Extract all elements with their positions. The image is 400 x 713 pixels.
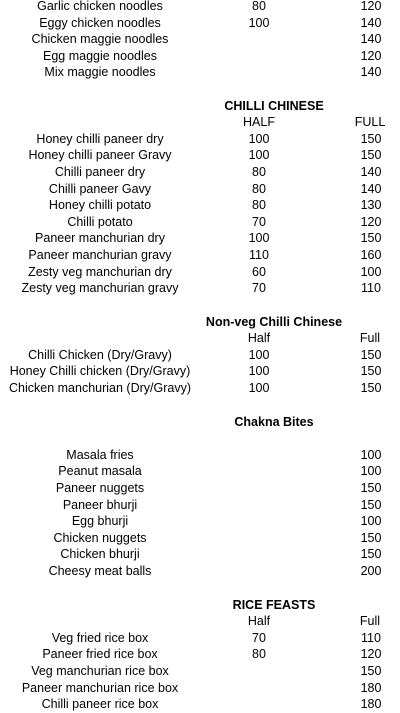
item-half-price: 100 xyxy=(248,15,270,30)
section-heading xyxy=(0,98,400,115)
chilli-chinese-section xyxy=(0,98,400,297)
item-full-price: 150 xyxy=(360,547,382,562)
full-column-label: Full xyxy=(359,614,381,629)
item-name: Chilli paneer Gavy xyxy=(48,181,152,196)
item-name: Chicken maggie noodles xyxy=(31,32,169,47)
item-name: Honey chilli potato xyxy=(48,198,152,213)
menu-item xyxy=(0,64,400,81)
menu-item xyxy=(0,264,400,281)
menu-item xyxy=(0,347,400,364)
item-full-price: 150 xyxy=(360,148,382,163)
item-half-price: 80 xyxy=(252,198,266,213)
item-name: Paneer manchurian dry xyxy=(35,231,165,246)
item-name: Chilli Chicken (Dry/Gravy) xyxy=(28,347,172,362)
menu-item xyxy=(0,447,400,464)
item-full-price: 120 xyxy=(360,214,382,229)
menu-item xyxy=(0,497,400,514)
item-name: Honey chilli paneer Gravy xyxy=(28,148,172,163)
item-name: Chicken manchurian (Dry/Gravy) xyxy=(9,381,191,396)
menu-item xyxy=(0,680,400,697)
item-half-price: 100 xyxy=(248,148,270,163)
item-name: Egg bhurji xyxy=(71,514,129,529)
item-name: Paneer fried rice box xyxy=(42,647,158,662)
item-full-price: 150 xyxy=(360,131,382,146)
item-half-price: 100 xyxy=(248,381,270,396)
item-half-price: 70 xyxy=(252,630,266,645)
section-heading xyxy=(0,414,400,431)
item-half-price: 70 xyxy=(252,214,266,229)
item-full-price: 140 xyxy=(360,15,382,30)
item-full-price: 150 xyxy=(360,663,382,678)
section-title: RICE FEASTS xyxy=(232,597,316,612)
half-column-label: Half xyxy=(247,331,271,346)
item-full-price: 100 xyxy=(360,264,382,279)
item-name: Chilli paneer dry xyxy=(54,164,146,179)
item-full-price: 150 xyxy=(360,481,382,496)
item-full-price: 110 xyxy=(361,630,381,645)
rice-section xyxy=(0,597,400,713)
menu-item xyxy=(0,164,400,181)
item-full-price: 180 xyxy=(360,680,382,695)
item-half-price: 80 xyxy=(252,647,266,662)
menu-item xyxy=(0,181,400,198)
menu-item xyxy=(0,480,400,497)
item-name: Honey Chilli chicken (Dry/Gravy) xyxy=(9,364,191,379)
menu-item xyxy=(0,696,400,713)
item-name: Honey chilli paneer dry xyxy=(36,131,164,146)
menu-item xyxy=(0,147,400,164)
item-half-price: 100 xyxy=(248,364,270,379)
item-name: Veg fried rice box xyxy=(51,630,149,645)
item-full-price: 140 xyxy=(360,32,382,47)
item-half-price: 100 xyxy=(248,347,270,362)
menu-item xyxy=(0,230,400,247)
item-full-price: 130 xyxy=(360,198,382,213)
item-name: Cheesy meat balls xyxy=(48,564,152,578)
item-half-price: 80 xyxy=(252,181,266,196)
nonveg-chilli-section xyxy=(0,314,400,397)
item-full-price: 160 xyxy=(360,247,382,262)
item-name: Zesty veg manchurian gravy xyxy=(21,281,179,296)
section-heading xyxy=(0,597,400,614)
item-name: Veg manchurian rice box xyxy=(31,663,169,678)
item-full-price: 140 xyxy=(360,181,382,196)
noodles-section xyxy=(0,0,400,81)
item-full-price: 150 xyxy=(360,497,382,512)
item-half-price: 110 xyxy=(249,247,269,262)
item-full-price: 150 xyxy=(360,364,382,379)
menu-item xyxy=(0,630,400,647)
item-name: Paneer manchurian gravy xyxy=(28,247,172,262)
full-column-label: Full xyxy=(359,331,381,346)
column-header xyxy=(0,330,400,347)
menu-item xyxy=(0,0,400,15)
item-name: Chilli potato xyxy=(67,214,133,229)
item-full-price: 120 xyxy=(360,0,382,13)
item-name: Eggy chicken noodles xyxy=(39,15,161,30)
item-name: Peanut masala xyxy=(58,464,142,479)
item-full-price: 120 xyxy=(360,647,382,662)
item-full-price: 150 xyxy=(360,530,382,545)
menu-item xyxy=(0,131,400,148)
item-name: Paneer manchurian rice box xyxy=(21,680,179,695)
menu-item xyxy=(0,530,400,547)
section-title: Chakna Bites xyxy=(234,414,314,429)
item-name: Mix maggie noodles xyxy=(44,65,156,80)
menu-item xyxy=(0,15,400,32)
menu-item xyxy=(0,214,400,231)
half-column-label: HALF xyxy=(243,115,275,130)
menu-item xyxy=(0,48,400,65)
menu-item xyxy=(0,363,400,380)
item-half-price: 100 xyxy=(248,231,270,246)
menu-item xyxy=(0,280,400,297)
item-name: Egg maggie noodles xyxy=(43,48,157,63)
menu-item xyxy=(0,513,400,530)
section-heading xyxy=(0,314,400,331)
item-full-price: 150 xyxy=(360,381,382,396)
item-name: Chicken bhurji xyxy=(60,547,140,562)
item-full-price: 150 xyxy=(360,231,382,246)
item-half-price: 70 xyxy=(252,281,266,296)
section-title: CHILLI CHINESE xyxy=(224,98,324,113)
item-name: Garlic chicken noodles xyxy=(37,0,163,13)
half-column-label: Half xyxy=(247,614,271,629)
menu-item xyxy=(0,546,400,563)
menu-item xyxy=(0,646,400,663)
menu-item xyxy=(0,463,400,480)
item-full-price: 150 xyxy=(360,347,382,362)
item-full-price: 200 xyxy=(360,564,382,578)
item-name: Paneer nuggets xyxy=(55,481,145,496)
menu-item xyxy=(0,31,400,48)
menu-item xyxy=(0,197,400,214)
item-half-price: 80 xyxy=(252,164,266,179)
item-full-price: 120 xyxy=(360,48,382,63)
menu-item xyxy=(0,247,400,264)
item-full-price: 110 xyxy=(361,281,381,296)
item-full-price: 180 xyxy=(360,697,382,712)
item-name: Zesty veg manchurian dry xyxy=(28,264,172,279)
section-title: Non-veg Chilli Chinese xyxy=(205,314,343,329)
item-half-price: 80 xyxy=(252,0,266,13)
item-name: Chicken nuggets xyxy=(53,530,147,545)
item-full-price: 140 xyxy=(360,65,382,80)
menu-item xyxy=(0,563,400,580)
column-header xyxy=(0,613,400,630)
item-half-price: 100 xyxy=(248,131,270,146)
item-full-price: 140 xyxy=(360,164,382,179)
item-name: Chilli paneer rice box xyxy=(41,697,159,712)
item-full-price: 100 xyxy=(360,514,382,529)
column-header xyxy=(0,114,400,131)
menu-item xyxy=(0,663,400,680)
item-half-price: 60 xyxy=(252,264,266,279)
item-full-price: 100 xyxy=(360,464,382,479)
full-column-label: FULL xyxy=(354,115,386,130)
menu-item xyxy=(0,380,400,397)
item-full-price: 100 xyxy=(360,447,382,462)
item-name: Masala fries xyxy=(66,447,134,462)
chakna-section xyxy=(0,414,400,580)
item-name: Paneer bhurji xyxy=(62,497,138,512)
